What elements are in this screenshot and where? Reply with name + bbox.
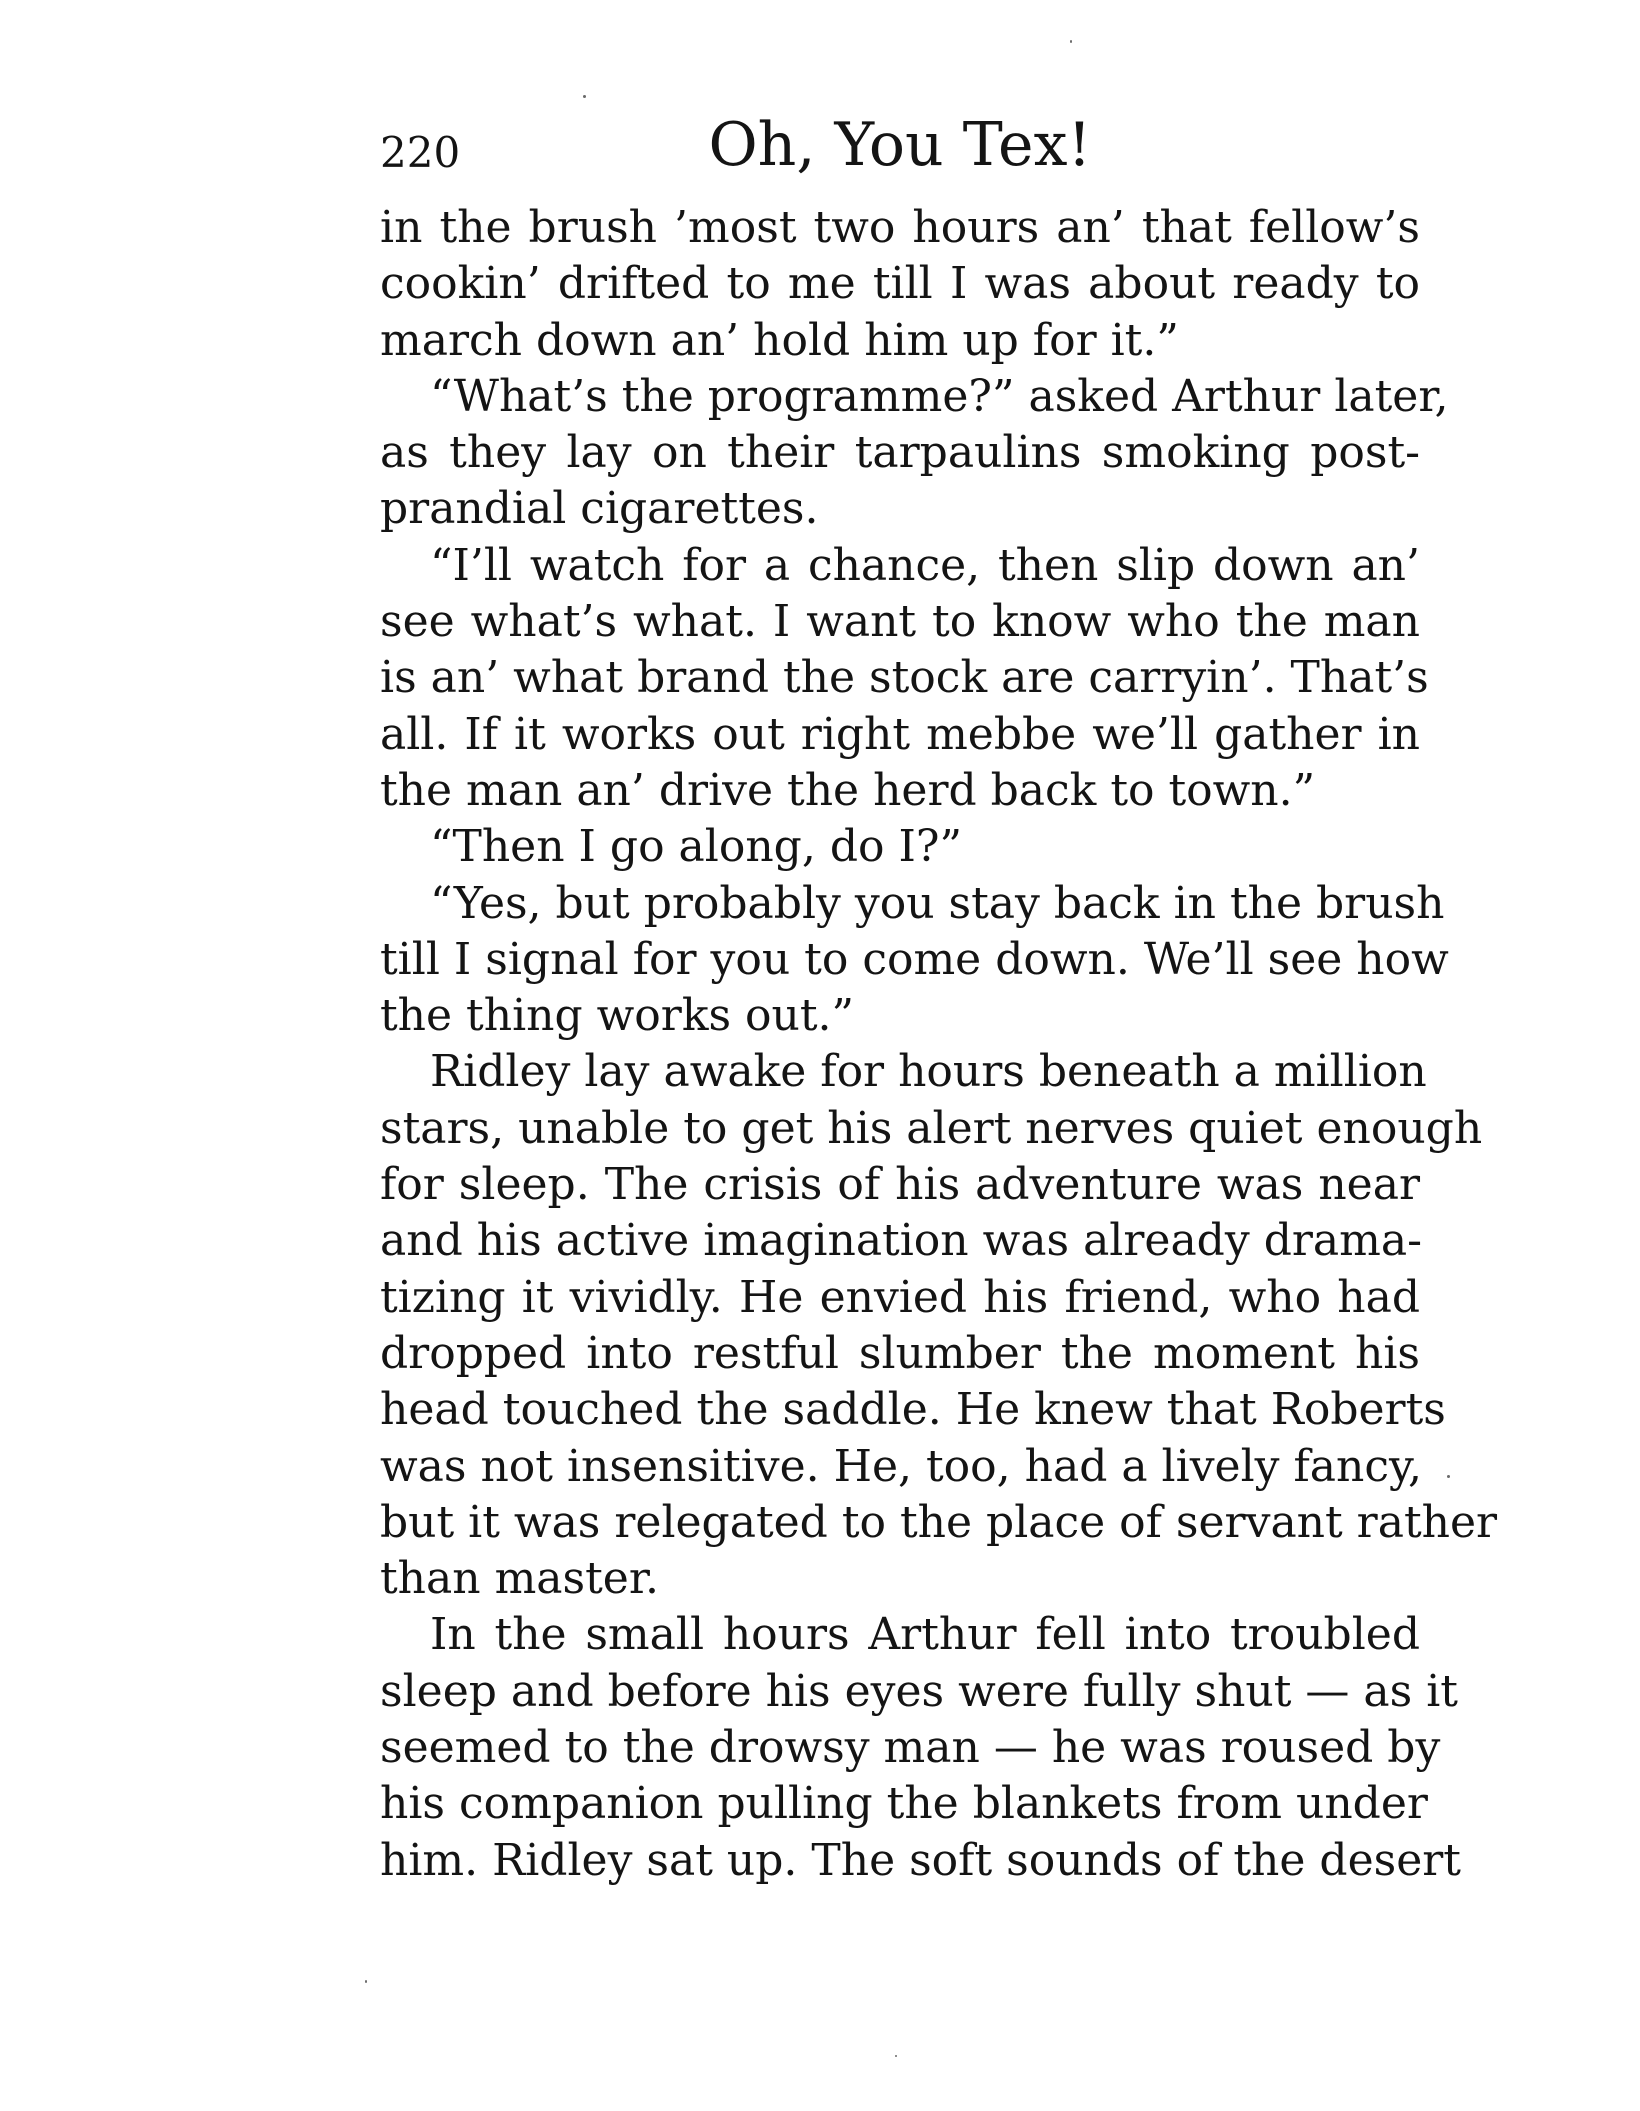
text-line: is an’ what brand the stock are carryin’. That’s: [380, 652, 1429, 704]
text-line: cookin’ drifted to me till I was about ready to: [380, 258, 1420, 310]
text-line: in the brush ’most two hours an’ that fellow’s: [380, 202, 1420, 253]
text-line: was not insensitive. He, too, had a lively fancy,: [380, 1440, 1423, 1492]
page-header: [380, 110, 1420, 190]
text-line: his companion pulling the blankets from under: [380, 1778, 1428, 1830]
scan-speck: [365, 1980, 367, 1983]
text-line: dropped into restful slumber the moment his: [380, 1327, 1420, 1379]
text-line: but it was relegated to the place of servant rather: [380, 1496, 1498, 1548]
text-line: “Yes, but probably you stay back in the brush: [430, 877, 1445, 929]
page-number: 220: [380, 128, 461, 177]
text-line: march down an’ hold him up for it.”: [380, 314, 1179, 366]
text-line: than master.: [380, 1553, 660, 1605]
text-line: the man an’ drive the herd back to town.”: [380, 764, 1316, 816]
text-line: as they lay on their tarpaulins smoking post-: [380, 427, 1420, 479]
scan-speck: [1447, 1475, 1450, 1478]
text-line: stars, unable to get his alert nerves quiet enough: [380, 1102, 1483, 1154]
text-line: tizing it vividly. He envied his friend, who had: [380, 1271, 1420, 1323]
text-line: Ridley lay awake for hours beneath a million: [430, 1046, 1427, 1098]
text-line: all. If it works out right mebbe we’ll gather in: [380, 708, 1420, 760]
scan-speck: [1070, 40, 1072, 43]
text-line: “Then I go along, do I?”: [430, 821, 962, 873]
text-line: the thing works out.”: [380, 990, 855, 1042]
text-line: for sleep. The crisis of his adventure was near: [380, 1159, 1420, 1211]
text-line: till I signal for you to come down. We’ll see how: [380, 933, 1449, 985]
text-line: In the small hours Arthur fell into troubled: [430, 1609, 1420, 1661]
scan-speck: [583, 95, 586, 98]
text-line: him. Ridley sat up. The soft sounds of the desert: [380, 1834, 1461, 1886]
text-line: head touched the saddle. He knew that Roberts: [380, 1384, 1446, 1436]
text-line: see what’s what. I want to know who the man: [380, 596, 1420, 648]
text-line: “What’s the programme?” asked Arthur later,: [430, 370, 1449, 422]
scan-speck: [895, 2055, 897, 2057]
body-text: [380, 200, 1498, 1889]
text-line: “I’ll watch for a chance, then slip down an’: [430, 539, 1420, 591]
text-line: seemed to the drowsy man — he was roused by: [380, 1722, 1441, 1774]
text-line: prandial cigarettes.: [380, 483, 819, 535]
text-line: and his active imagination was already drama-: [380, 1215, 1422, 1267]
running-title: Oh, You Tex!: [708, 110, 1092, 180]
text-line: sleep and before his eyes were fully shut — as it: [380, 1665, 1458, 1717]
